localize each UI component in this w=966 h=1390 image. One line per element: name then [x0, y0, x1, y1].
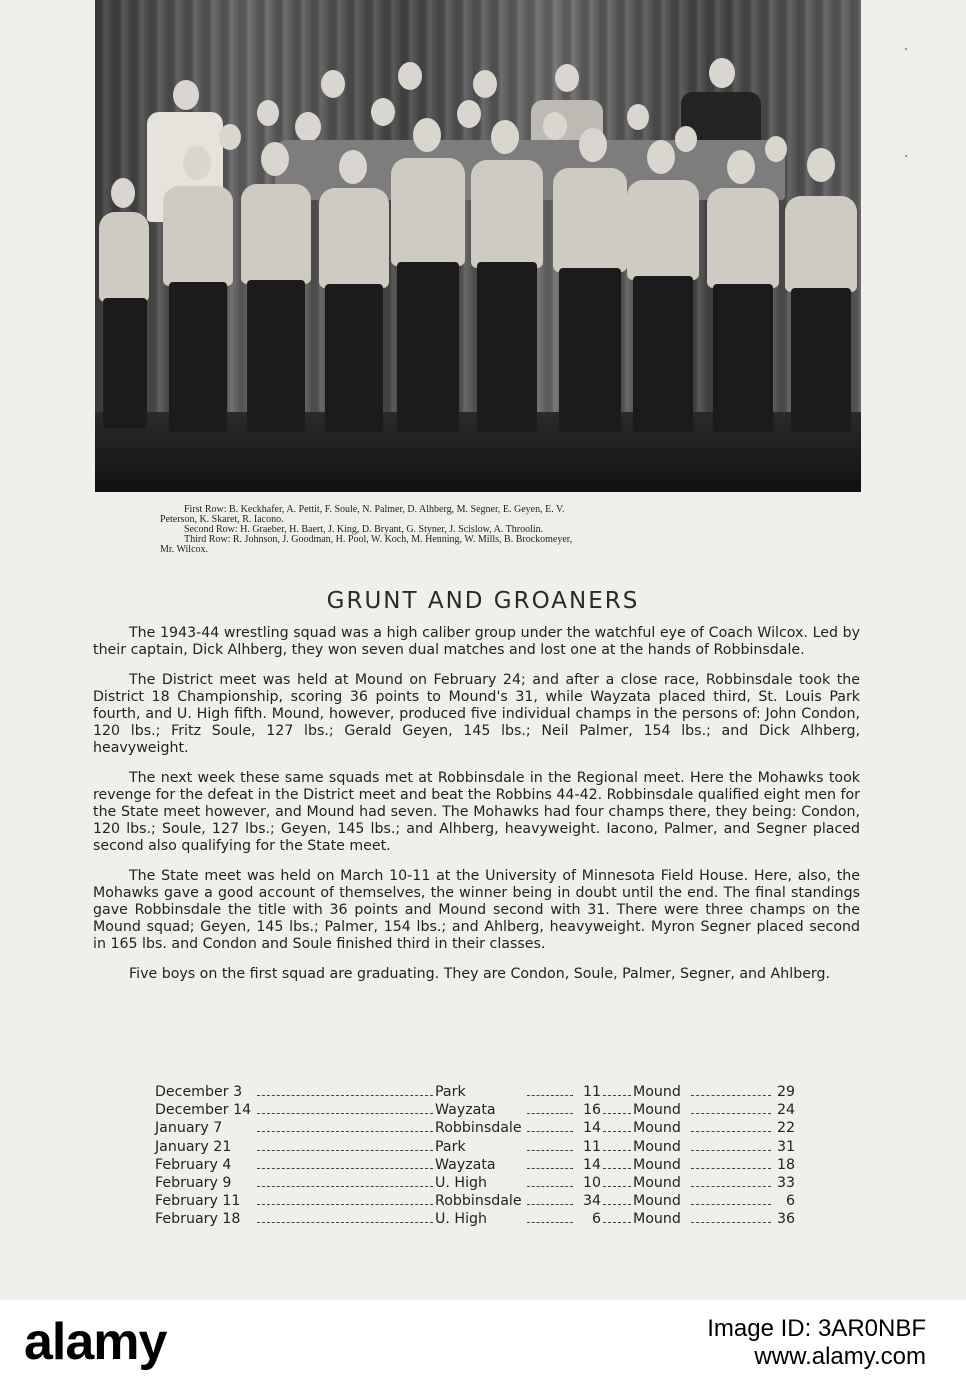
match-schedule [155, 1083, 795, 1229]
paragraph: The State meet was held on March 10-11 at the University of Minnesota Field House. Here, also, the Mohawks gave a good account of themselves, the winner being in doubt until the end. The final standings gave Robbinsdale the title with 36 points and Mound second with 31. There were three champs on the Mound squad; Geyen, 145 lbs.; Palmer, 154 lbs.; and Ahlberg, heavyweight. Myron Segner placed second in 165 lbs. and Condon and Soule finished third in their classes. [93, 868, 860, 952]
opponent: Park [435, 1084, 466, 1100]
opponent: U. High [435, 1174, 488, 1191]
team-name: Mound [633, 1211, 681, 1228]
opponent: Wayzata [435, 1102, 496, 1119]
image-id [707, 1315, 926, 1371]
opponent: Robbinsdale [435, 1120, 522, 1137]
paragraph: Five boys on the first squad are graduating. They are Condon, Soule, Palmer, Segner, and Ahlberg. [129, 966, 831, 982]
team-score: 29 [776, 1084, 795, 1100]
opponent-score: 11 [582, 1084, 601, 1100]
match-date: December 3 [155, 1084, 243, 1100]
team-photo [95, 0, 861, 492]
team-name: Mound [633, 1120, 681, 1137]
schedule-row [155, 1101, 795, 1119]
opponent-score: 16 [582, 1102, 601, 1119]
team-score: 24 [776, 1102, 795, 1119]
match-date: December 14 [155, 1102, 252, 1119]
paragraph: The District meet was held at Mound on February 24; and after a close race, Robbinsdale took the District 18 Championship, scoring 36 points to Mound's 31, while Wayzata placed third, St. Louis Park fourth, and U. High fifth. Mound, however, produced five individual champs in the persons of: John Condon, 120 lbs.; Fritz Soule, 127 lbs.; Gerald Geyen, 145 lbs.; Neil Palmer, 154 lbs.; and Dick Alhberg, heavyweight. [93, 672, 860, 756]
article-title: GRUNT AND GROANERS [326, 588, 640, 614]
team-name: Mound [633, 1156, 681, 1173]
paragraph: The next week these same squads met at Robbinsdale in the Regional meet. Here the Mohawks took revenge for the defeat in the District meet and beat the Robbins 44-42. Robbinsdale qualified eight men for the State meet however, and Mound had seven. The Mohawks had four champs there, they being: Condon, 120 lbs.; Soule, 127 lbs.; Geyen, 145 lbs.; and Alhberg, heavyweight. Iacono, Palmer, and Segner placed second also qualifying for the State meet. [93, 770, 860, 854]
schedule-row [155, 1210, 795, 1228]
photo-caption [160, 505, 810, 555]
wrestler-figures [95, 0, 861, 492]
speck [905, 48, 907, 50]
match-date: February 4 [155, 1156, 232, 1173]
team-name: Mound [633, 1102, 681, 1119]
opponent-score: 10 [582, 1174, 601, 1191]
opponent: Robbinsdale [435, 1193, 522, 1210]
team-score: 18 [776, 1156, 795, 1173]
speck [905, 155, 907, 157]
schedule-row [155, 1083, 795, 1101]
match-date: February 11 [155, 1193, 241, 1210]
match-date: February 9 [155, 1174, 232, 1191]
schedule-row [155, 1138, 795, 1156]
image-url-text: www.alamy.com [754, 1343, 926, 1370]
caption-second-row: Second Row: H. Graeber, H. Baert, J. King, D. Bryant, G. Styner, J. Scislow, A. Throolin. [184, 524, 544, 535]
alamy-logo: alamy [24, 1313, 167, 1371]
team-score: 31 [776, 1138, 795, 1155]
opponent-score: 6 [591, 1211, 601, 1228]
article-body [93, 625, 860, 996]
team-score: 6 [785, 1193, 795, 1210]
match-date: February 18 [155, 1211, 241, 1228]
opponent: Wayzata [435, 1156, 496, 1173]
caption-first-row-cont: Peterson, K. Skaret, R. Iacono. [160, 514, 284, 525]
caption-first-row: First Row: B. Keckhafer, A. Pettit, F. Soule, N. Palmer, D. Alhberg, M. Segner, E. Geyen, E. V. [184, 504, 565, 515]
schedule-row [155, 1192, 795, 1210]
caption-third-row-cont: Mr. Wilcox. [160, 544, 209, 555]
team-name: Mound [633, 1138, 681, 1155]
match-date: January 7 [155, 1120, 223, 1137]
team-name: Mound [633, 1193, 681, 1210]
team-score: 22 [776, 1120, 795, 1137]
team-name: Mound [633, 1174, 681, 1191]
image-id-text: Image ID: 3AR0NBF [707, 1315, 926, 1342]
schedule-row [155, 1156, 795, 1174]
schedule-row [155, 1119, 795, 1137]
team-score: 33 [776, 1174, 795, 1191]
team-score: 36 [776, 1211, 795, 1228]
opponent-score: 11 [582, 1138, 601, 1155]
schedule-row [155, 1174, 795, 1192]
caption-third-row: Third Row: R. Johnson, J. Goodman, H. Pool, W. Koch, M. Henning, W. Mills, B. Brockomeyer, [184, 534, 573, 545]
match-date: January 21 [155, 1138, 232, 1155]
paragraph: The 1943-44 wrestling squad was a high caliber group under the watchful eye of Coach Wilcox. Led by their captain, Dick Alhberg, they won seven dual matches and lost one at the hands of Robbinsdale. [93, 625, 860, 658]
opponent-score: 14 [582, 1120, 601, 1137]
team-name: Mound [633, 1084, 681, 1100]
opponent-score: 34 [582, 1193, 601, 1210]
opponent: U. High [435, 1211, 488, 1228]
opponent: Park [435, 1138, 466, 1155]
opponent-score: 14 [582, 1156, 601, 1173]
